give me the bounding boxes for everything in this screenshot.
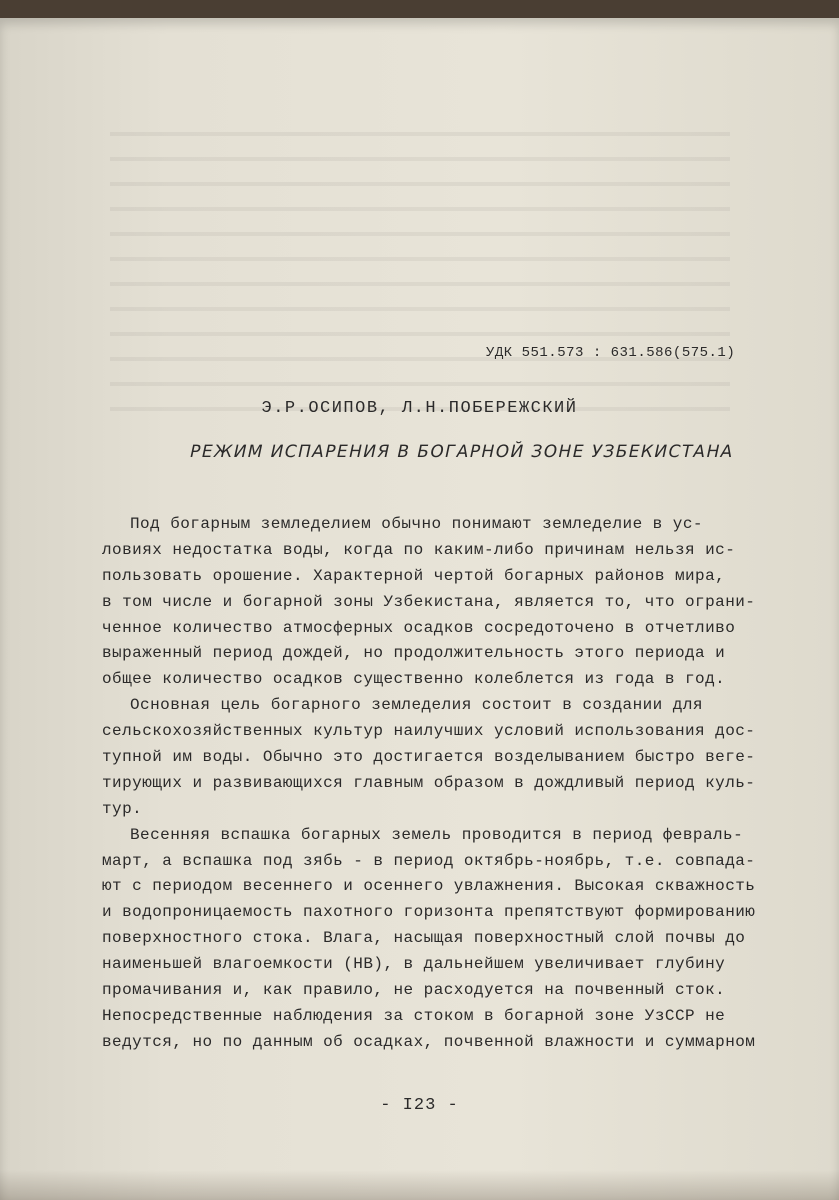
- text-line: общее количество осадков существенно колеблется из года в год.: [102, 670, 726, 689]
- text-line: и водопроницаемость пахотного горизонта препятствуют формированию: [102, 903, 756, 922]
- text-line: тур.: [102, 799, 143, 818]
- text-line: сельскохозяйственных культур наилучших условий использования дос-: [102, 722, 756, 741]
- article-title: РЕЖИМ ИСПАРЕНИЯ В БОГАРНОЙ ЗОНЕ УЗБЕКИСТАНА: [187, 442, 736, 462]
- text-line: в том числе и богарной зоны Узбекистана, является то, что ограни-: [102, 592, 756, 611]
- text-line: март, а вспашка под зябь - в период октябрь-ноябрь, т.е. совпада-: [102, 851, 756, 870]
- text-line: промачивания и, как правило, не расходуется на почвенный сток.: [102, 981, 726, 1000]
- text-line: Основная цель богарного земледелия состоит в создании для: [130, 696, 703, 715]
- page-number: - I23 -: [380, 1096, 459, 1115]
- text-line: выраженный период дождей, но продолжительность этого периода и: [102, 644, 726, 663]
- text-line: ведутся, но по данным об осадках, почвенной влажности и суммарном: [102, 1032, 756, 1051]
- text-line: Весенняя вспашка богарных земель проводится в период февраль-: [130, 825, 744, 844]
- text-line: тирующих и развивающихся главным образом в дождливый период куль-: [102, 773, 756, 792]
- body-text: [102, 512, 782, 1056]
- page-shadow: [0, 1170, 839, 1200]
- text-line: наименьшей влагоемкости (НВ), в дальнейшем увеличивает глубину: [102, 955, 726, 974]
- document-page: [0, 18, 839, 1200]
- text-line: поверхностного стока. Влага, насыщая поверхностный слой почвы до: [102, 929, 746, 948]
- text-line: ют с периодом весеннего и осеннего увлажнения. Высокая скважность: [102, 877, 756, 896]
- bleed-through-text: [110, 118, 730, 418]
- text-line: пользовать орошение. Характерной чертой богарных районов мира,: [102, 566, 726, 585]
- text-line: Под богарным земледелием обычно понимают земледелие в ус-: [130, 515, 703, 533]
- authors-line: Э.Р.ОСИПОВ, Л.Н.ПОБЕРЕЖСКИЙ: [261, 399, 578, 418]
- text-line: тупной им воды. Обычно это достигается возделыванием быстро веге-: [102, 748, 756, 767]
- text-line: ловиях недостатка воды, когда по каким-либо причинам нельзя ис-: [102, 540, 736, 559]
- udk-code: УДК 551.573 : 631.586(575.1): [486, 345, 736, 361]
- text-line: ченное количество атмосферных осадков сосредоточено в отчетливо: [102, 618, 736, 637]
- text-line: Непосредственные наблюдения за стоком в богарной зоне УзССР не: [102, 1006, 726, 1025]
